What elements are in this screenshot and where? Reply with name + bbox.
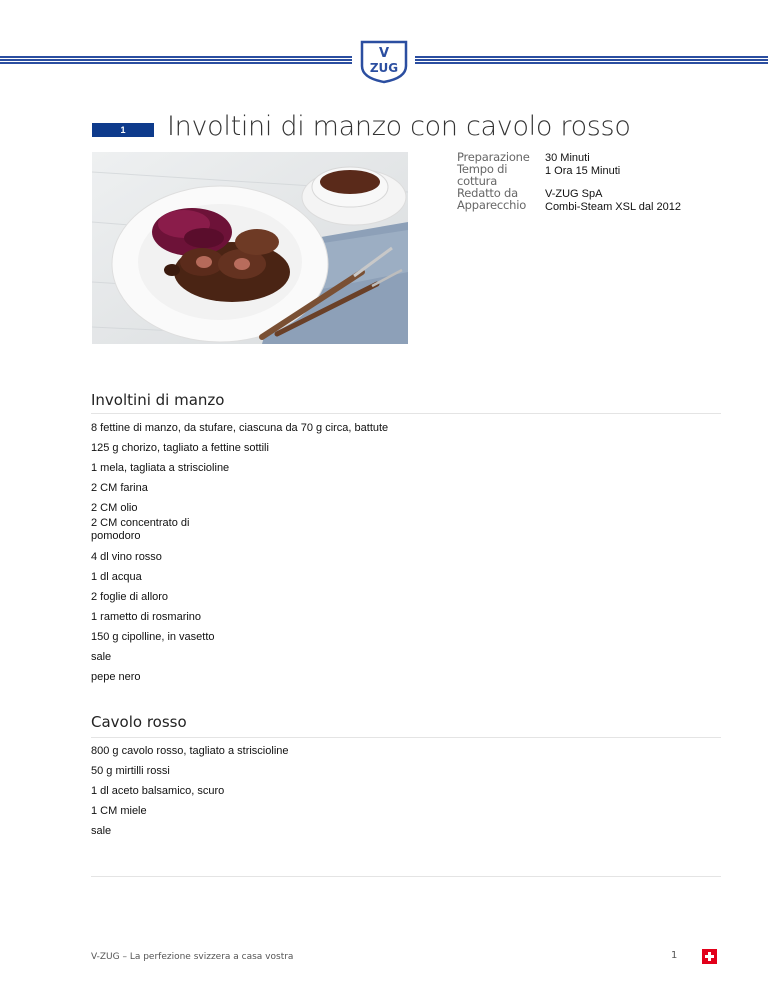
ingredient-item: pepe nero: [91, 671, 141, 683]
meta-value-redatto: V-ZUG SpA: [545, 188, 603, 200]
meta-value-preparazione: 30 Minuti: [545, 152, 590, 164]
ingredient-item: 125 g chorizo, tagliato a fettine sottili: [91, 442, 269, 454]
ingredient-item: 1 mela, tagliata a striscioline: [91, 462, 230, 474]
ingredient-item: 2 CM farina: [91, 482, 148, 494]
footer-divider: [91, 876, 721, 877]
page-title: Involtini di manzo con cavolo rosso: [167, 111, 631, 142]
ingredient-item: 4 dl vino rosso: [91, 551, 162, 563]
page-number: 1: [671, 950, 678, 961]
logo-text-v: V: [378, 46, 390, 61]
ingredient-item: 1 CM miele: [91, 805, 147, 817]
ingredient-item-continued: pomodoro: [91, 530, 141, 542]
ingredient-item: 2 foglie di alloro: [91, 591, 169, 603]
header-rule-left: [0, 56, 352, 64]
ingredient-item: sale: [91, 651, 112, 663]
section-divider: [91, 737, 721, 738]
ingredient-item: 8 fettine di manzo, da stufare, ciascuna da 70 g circa, battute: [91, 422, 389, 434]
ingredient-item: 50 g mirtilli rossi: [91, 765, 170, 777]
meta-value-tempo: 1 Ora 15 Minuti: [545, 165, 621, 177]
meta-label-tempo-2: cottura: [457, 174, 498, 188]
recipe-number-badge: 1: [92, 123, 154, 137]
ingredient-item: sale: [91, 825, 112, 837]
footer-tagline: V-ZUG – La perfezione svizzera a casa vostra: [91, 952, 294, 962]
section-title-cavolo: Cavolo rosso: [91, 713, 187, 731]
section-title-involtini: Involtini di manzo: [91, 391, 225, 409]
ingredient-item: 150 g cipolline, in vasetto: [91, 631, 215, 643]
ingredient-item: 1 dl aceto balsamico, scuro: [91, 785, 225, 797]
meta-label-preparazione: Preparazione: [457, 150, 530, 164]
ingredient-item: 1 dl acqua: [91, 571, 142, 583]
logo-text-zug: ZUG: [369, 61, 399, 75]
meta-label-tempo-1: Tempo di: [457, 162, 508, 176]
meta-label-apparecchio: Apparecchio: [457, 198, 527, 212]
meta-value-apparecchio: Combi-Steam XSL dal 2012: [545, 201, 681, 213]
swiss-flag-icon: [702, 949, 717, 964]
ingredient-item: 1 rametto di rosmarino: [91, 611, 202, 623]
header-rule-right: [415, 56, 768, 64]
vzug-logo: [360, 40, 408, 84]
ingredient-item: 2 CM olio: [91, 502, 138, 514]
ingredient-item: 2 CM concentrato di: [91, 517, 190, 529]
recipe-photo: [92, 152, 408, 344]
ingredient-item: 800 g cavolo rosso, tagliato a striscioline: [91, 745, 289, 757]
section-divider: [91, 413, 721, 414]
meta-label-redatto: Redatto da: [457, 186, 518, 200]
